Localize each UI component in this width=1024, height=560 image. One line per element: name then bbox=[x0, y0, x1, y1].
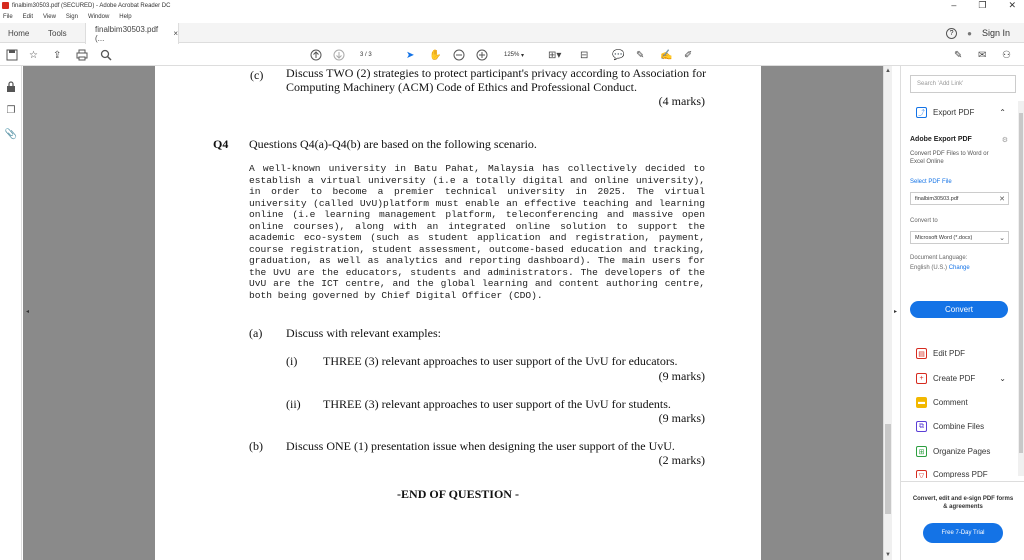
menu-view[interactable]: View bbox=[43, 13, 56, 20]
upload-cloud-icon[interactable]: ⇪ bbox=[53, 49, 62, 61]
question-a-ii-label: (ii) bbox=[286, 397, 301, 411]
print-icon[interactable] bbox=[76, 48, 88, 62]
tools-pane-divider bbox=[901, 481, 1024, 482]
create-pdf-tool[interactable] bbox=[916, 373, 975, 384]
promo-text: Convert, edit and e-sign PDF forms & agreements bbox=[912, 496, 1014, 510]
document-scrollbar[interactable] bbox=[883, 66, 892, 560]
organize-pages-icon: ⊞ bbox=[916, 446, 927, 457]
create-pdf-icon: + bbox=[916, 373, 927, 384]
clear-file-icon[interactable]: ✕ bbox=[999, 195, 1005, 203]
export-collapse-icon[interactable]: ⌃ bbox=[999, 108, 1006, 117]
window-title: finalbim30503.pdf (SECURED) - Adobe Acrobat Reader DC bbox=[12, 2, 171, 9]
export-pdf-label: Export PDF bbox=[933, 108, 975, 117]
document-view bbox=[23, 66, 883, 560]
page-down-icon[interactable] bbox=[333, 48, 345, 62]
combine-files-tool[interactable] bbox=[916, 421, 984, 432]
page-up-icon[interactable] bbox=[310, 48, 322, 62]
tab-document[interactable] bbox=[85, 23, 179, 44]
collapse-right-panel-icon[interactable]: ▸ bbox=[894, 309, 898, 315]
read-mode-icon[interactable]: ⊟ bbox=[580, 49, 589, 61]
page-total: / 3 bbox=[365, 52, 372, 58]
edit-pdf-icon: ▤ bbox=[916, 348, 927, 359]
main-toolbar: ☆ ⇪ 3 / 3 ➤ ✋ 125% ▾ ⊞▾ ⊟ 💬 ✎ ✍ ✐ ✎ ✉ ⚇ bbox=[0, 44, 1024, 66]
lock-icon[interactable] bbox=[5, 80, 17, 92]
create-pdf-expand-icon[interactable]: ⌄ bbox=[999, 374, 1006, 383]
notifications-icon[interactable]: ● bbox=[967, 28, 972, 38]
acrobat-app-icon bbox=[2, 2, 9, 9]
edit-pdf-label: Edit PDF bbox=[933, 349, 966, 358]
organize-pages-label: Organize Pages bbox=[933, 447, 991, 456]
change-language-link[interactable]: Change bbox=[948, 265, 970, 271]
menu-edit[interactable]: Edit bbox=[22, 13, 34, 20]
select-file-label: Select PDF File bbox=[910, 179, 952, 185]
question-c-text: Discuss TWO (2) strategies to protect participant's privacy according to Association for Computing Machinery (ACM) Code of Ethics and Professional Conduct. bbox=[286, 66, 707, 94]
create-pdf-label: Create PDF bbox=[933, 374, 976, 383]
question-4-intro: Questions Q4(a)-Q4(b) are based on the following scenario. bbox=[249, 137, 537, 151]
convert-to-value: Microsoft Word (*.docx) bbox=[915, 234, 973, 241]
fill-sign-icon[interactable]: ✐ bbox=[684, 49, 693, 61]
tools-pane-scrollbar[interactable] bbox=[1018, 101, 1024, 476]
close-window-button[interactable]: ✕ bbox=[1008, 0, 1016, 10]
comment-icon[interactable]: 💬 bbox=[612, 49, 625, 61]
page-layout-icon[interactable]: ⊞▾ bbox=[548, 49, 562, 61]
compress-pdf-icon: ▽ bbox=[916, 470, 927, 478]
tab-tools[interactable]: Tools bbox=[48, 28, 67, 38]
bookmark-star-icon[interactable]: ☆ bbox=[29, 49, 38, 61]
attachments-icon[interactable]: 📎 bbox=[4, 128, 18, 140]
compress-pdf-label: Compress PDF bbox=[933, 470, 988, 478]
minimize-button[interactable]: – bbox=[951, 0, 957, 10]
pdf-page bbox=[155, 66, 761, 560]
combine-files-icon: ⧉ bbox=[916, 421, 927, 432]
document-language-label: Document Language: bbox=[910, 255, 968, 261]
selected-file-field[interactable] bbox=[910, 192, 1009, 205]
export-pdf-icon: ⤴ bbox=[916, 107, 927, 118]
sign-in-button[interactable]: Sign In bbox=[981, 28, 1010, 38]
page-number-input[interactable]: 3 bbox=[360, 52, 364, 58]
question-a-ii-text: THREE (3) relevant approaches to user support of the UvU for students. bbox=[323, 397, 671, 411]
tab-bar bbox=[0, 23, 1024, 43]
question-b-label: (b) bbox=[249, 439, 263, 453]
scroll-down-arrow-icon[interactable]: ▼ bbox=[885, 552, 891, 558]
zoom-level-select[interactable]: 125% bbox=[504, 52, 520, 58]
edit-pdf-tool[interactable] bbox=[916, 348, 965, 359]
question-c-marks: (4 marks) bbox=[658, 94, 705, 108]
end-of-question: -END OF QUESTION - bbox=[397, 487, 519, 501]
export-pdf-tool[interactable] bbox=[916, 107, 974, 118]
scroll-thumb[interactable] bbox=[885, 424, 891, 514]
search-icon[interactable] bbox=[100, 48, 112, 62]
menu-window[interactable]: Window bbox=[87, 13, 110, 20]
compress-pdf-tool[interactable] bbox=[916, 470, 988, 478]
page-thumbnails-icon[interactable]: ❐ bbox=[6, 104, 16, 116]
comment-tool[interactable] bbox=[916, 397, 968, 408]
menu-bar bbox=[0, 11, 132, 22]
scenario-text: A well-known university in Batu Pahat, Malaysia has collectively decided to establish a virtual university (i.e a totally digital and online university), in order to become a premier technical university in 2025. The virtual university (called UvU)platform must enable an effective teaching and learning online (i.e learning management platform, teleconferencing and massive open online courses), along with an integrated online solution to support the academic eco-system (such as student application and registration, payment, course registration, student assessment, outcome-based education and tracking, graduation, as well as analytics and reporting dashboard). The main users for the UvU are the educators, students and administrators. The developers of the UvU are the ICT centre, and the global learning and content authoring centre, both being governed by Chief Digital Officer (CDO). bbox=[249, 163, 705, 301]
convert-to-label: Convert to bbox=[910, 218, 938, 224]
chevron-down-icon: ⌄ bbox=[999, 234, 1005, 242]
save-icon[interactable] bbox=[6, 48, 18, 62]
zoom-in-icon[interactable] bbox=[476, 48, 488, 62]
sign-icon[interactable]: ✍ bbox=[660, 49, 673, 61]
email-icon[interactable]: ✉ bbox=[978, 49, 987, 61]
question-4-label: Q4 bbox=[213, 137, 229, 151]
tab-document-label: finalbim30503.pdf (... bbox=[95, 24, 159, 43]
tools-pane-scroll-thumb[interactable] bbox=[1019, 113, 1023, 453]
question-c-label: (c) bbox=[250, 68, 264, 82]
question-a-ii-marks: (9 marks) bbox=[658, 411, 705, 425]
title-bar bbox=[0, 0, 1024, 11]
menu-help[interactable]: Help bbox=[119, 13, 132, 20]
document-language-value: English (U.S.) bbox=[910, 265, 948, 271]
export-title: Adobe Export PDF bbox=[910, 136, 972, 143]
organize-pages-tool[interactable] bbox=[916, 446, 990, 457]
share-people-icon[interactable]: ⚇ bbox=[1002, 49, 1011, 61]
scroll-up-arrow-icon[interactable]: ▲ bbox=[885, 68, 891, 74]
question-a-i-text: THREE (3) relevant approaches to user support of the UvU for educators. bbox=[323, 354, 678, 368]
tab-close-icon[interactable]: × bbox=[173, 29, 178, 38]
convert-button[interactable]: Convert bbox=[910, 301, 1008, 318]
select-cursor-icon[interactable]: ➤ bbox=[406, 49, 415, 61]
convert-to-select[interactable] bbox=[910, 231, 1009, 244]
hand-tool-icon[interactable]: ✋ bbox=[429, 49, 442, 61]
left-rail bbox=[0, 66, 22, 560]
help-icon[interactable]: ? bbox=[946, 28, 957, 39]
export-description: Convert PDF Files to Word or Excel Online bbox=[910, 151, 989, 165]
zoom-out-icon[interactable] bbox=[453, 48, 465, 62]
comment-tool-icon: ▬ bbox=[918, 399, 925, 406]
menu-file[interactable]: File bbox=[3, 13, 13, 20]
question-a-i-marks: (9 marks) bbox=[658, 369, 705, 383]
comment-tool-label: Comment bbox=[933, 398, 968, 407]
question-a-label: (a) bbox=[249, 326, 263, 340]
highlight-pen-icon[interactable]: ✎ bbox=[636, 49, 645, 61]
restore-button[interactable]: ❐ bbox=[978, 0, 987, 10]
menu-sign[interactable]: Sign bbox=[65, 13, 78, 20]
question-a-i-label: (i) bbox=[286, 354, 298, 368]
question-b-text: Discuss ONE (1) presentation issue when designing the user support of the UvU. bbox=[286, 439, 675, 453]
question-a-text: Discuss with relevant examples: bbox=[286, 326, 441, 340]
question-b-marks: (2 marks) bbox=[658, 453, 705, 467]
tools-pane bbox=[900, 66, 1024, 560]
tab-home[interactable]: Home bbox=[8, 28, 30, 38]
selected-file-name: finalbim30503.pdf bbox=[915, 195, 959, 202]
export-settings-icon[interactable]: ⚙ bbox=[1001, 137, 1008, 144]
collapse-left-panel-icon[interactable]: ◂ bbox=[26, 309, 30, 315]
tools-search-input[interactable]: Search 'Add Link' bbox=[910, 75, 1016, 93]
share-link-icon[interactable]: ✎ bbox=[954, 49, 963, 61]
combine-files-label: Combine Files bbox=[933, 422, 985, 431]
free-trial-button[interactable]: Free 7-Day Trial bbox=[923, 523, 1003, 543]
